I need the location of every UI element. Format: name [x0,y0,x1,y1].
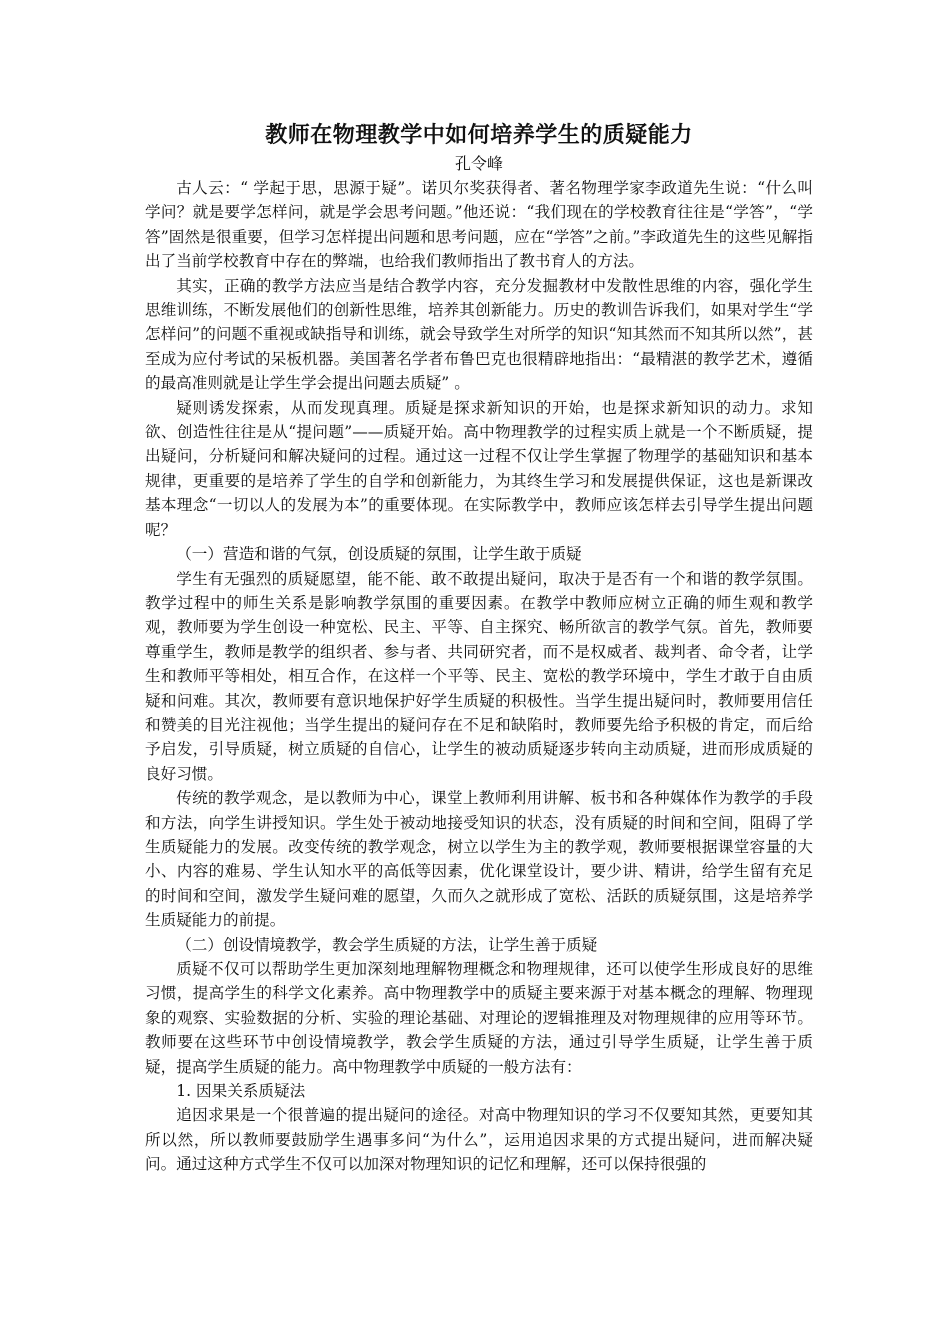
paragraph-situational: 质疑不仅可以帮助学生更加深刻地理解物理概念和物理规律，还可以使学生形成良好的思维习惯，提高学生的科学文化素养。高中物理教学中的质疑主要来源于对基本概念的理解、物理现象的观察、实验数据的分析、实验的理论基础、对理论的逻辑推理及对物理规律的应用等环节。教师要在这些环节中创设情境教学，教会学生质疑的方法，通过引导学生质疑，让学生善于质疑，提高学生质疑的能力。高中物理教学中质疑的一般方法有： [145,960,813,1076]
document-title: 教师在物理教学中如何培养学生的质疑能力 [265,123,693,148]
paragraph-intro: 古人云：“ 学起于思，思源于疑”。诺贝尔奖获得者、著名物理学家李政道先生说：“什么叫学问？就是要学怎样问，就是学会思考问题。”他还说：“我们现在的学校教育往往是“学答”，“学答”固然是很重要，但学习怎样提出问题和思考问题，应在“学答”之前。”李政道先生的这些见解指出了当前学校教育中存在的弊端，也给我们教师指出了教书育人的方法。 [145,179,813,271]
subsection-heading-1: 1. 因果关系质疑法 [176,1082,306,1101]
document-page [145,118,813,1177]
section-heading-2: （二）创设情境教学，教会学生质疑的方法，让学生善于质疑 [176,935,598,954]
paragraph-traditional: 传统的教学观念，是以教师为中心，课堂上教师利用讲解、板书和各种媒体作为教学的手段和方法，向学生讲授知识。学生处于被动地接受知识的状态，没有质疑的时间和空间，阻碍了学生质疑能力的发展。改变传统的教学观念，树立以学生为主的教学观，教师要根据课堂容量的大小、内容的难易、学生认知水平的高低等因素，优化课堂设计，要少讲、精讲，给学生留有充足的时间和空间，激发学生疑问难的愿望，久而久之就形成了宽松、活跃的质疑氛围，这是培养学生质疑能力的前提。 [145,789,813,930]
paragraph-atmosphere: 学生有无强烈的质疑愿望，能不能、敢不敢提出疑问，取决于是否有一个和谐的教学氛围。教学过程中的师生关系是影响教学氛围的重要因素。在教学中教师应树立正确的师生观和教学观，教师要为学生创设一种宽松、民主、平等、自主探究、畅所欲言的教学气氛。首先，教师要尊重学生，教师是教学的组织者、参与者、共同研究者，而不是权威者、裁判者、命令者，让学生和教师平等相处，相互合作，在这样一个平等、民主、宽松的教学环境中，学生才敢于自由质疑和问难。其次，教师要有意识地保护好学生质疑的积极性。当学生提出疑问时，教师要用信任和赞美的目光注视他；当学生提出的疑问存在不足和缺陷时，教师要先给予积极的肯定，而后给予启发，引导质疑，树立质疑的自信心，让学生的被动质疑逐步转向主动质疑，进而形成质疑的良好习惯。 [145,569,813,783]
section-heading-1: （一）营造和谐的气氛，创设质疑的氛围，让学生敢于质疑 [176,545,582,564]
document-author: 孔令峰 [454,154,503,173]
paragraph-causal: 追因求果是一个很普遍的提出疑问的途径。对高中物理知识的学习不仅要知其然，更要知其所以然，所以教师要鼓励学生遇事多问“为什么”，运用追因求果的方式提出疑问，进而解决疑问。通过这种方式学生不仅可以加深对物理知识的记忆和理解，还可以保持很强的 [145,1106,813,1174]
paragraph-inquiry: 疑则诱发探索，从而发现真理。质疑是探求新知识的开始，也是探求新知识的动力。求知欲、创造性往往是从“提问题”——质疑开始。高中物理教学的过程实质上就是一个不断质疑，提出疑问，分析疑问和解决疑问的过程。通过这一过程不仅让学生掌握了物理学的基础知识和基本规律，更重要的是培养了学生的自学和创新能力，为其终生学习和发展提供保证，这也是新课改基本理念“一切以人的发展为本”的重要体现。在实际教学中，教师应该怎样去引导学生提出问题呢？ [145,398,813,539]
paragraph-method: 其实，正确的教学方法应当是结合教学内容，充分发掘教材中发散性思维的内容，强化学生思维训练，不断发展他们的创新性思维，培养其创新能力。历史的教训告诉我们，如果对学生“学怎样问”的问题不重视或缺指导和训练，就会导致学生对所学的知识“知其然而不知其所以然”，甚至成为应付考试的呆板机器。美国著名学者布鲁巴克也很精辟地指出：“最精湛的教学艺术，遵循的最高准则就是让学生学会提出问题去质疑” 。 [145,276,813,393]
